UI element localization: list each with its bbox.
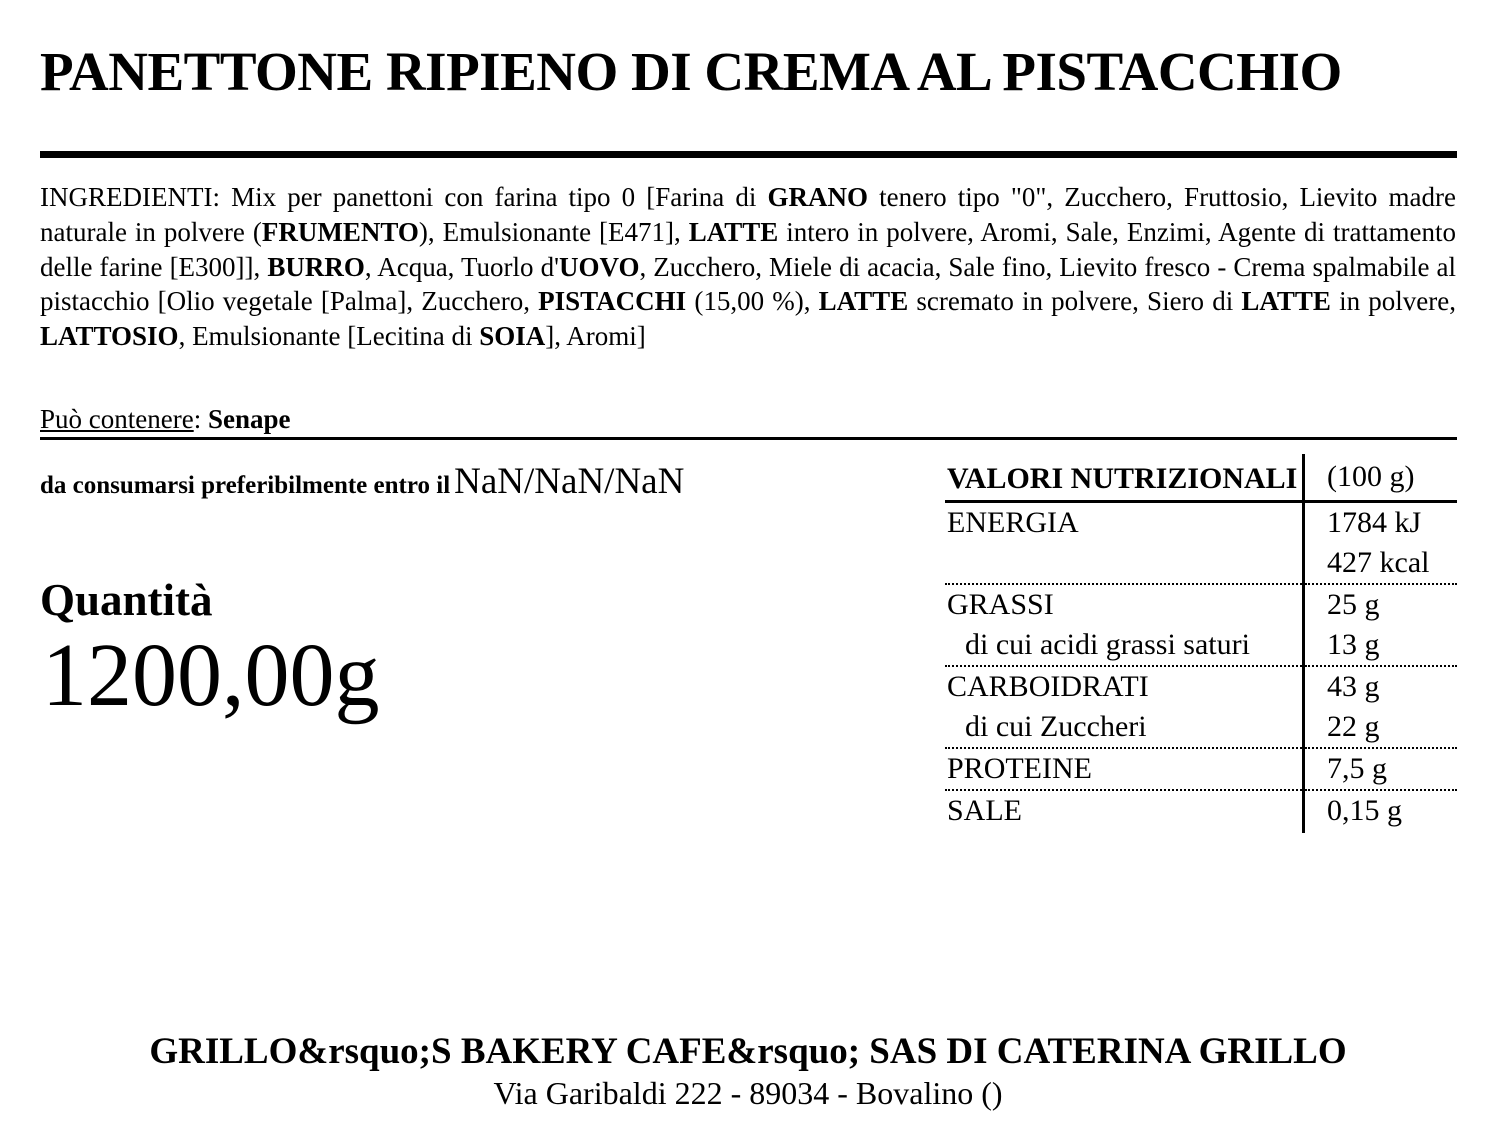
energy-kj: 1784 kJ bbox=[1327, 506, 1422, 539]
nutrition-row-salt bbox=[945, 790, 1457, 833]
allergen-highlight: LATTE bbox=[688, 216, 779, 247]
energy-kcal: 427 kcal bbox=[1327, 546, 1430, 579]
best-before bbox=[40, 460, 684, 503]
ingredients-segment: ], Aromi] bbox=[545, 321, 646, 352]
fat-values bbox=[1304, 584, 1458, 666]
ingredients-segment: , Zucchero, Miele di acacia, Sale fino, Lievito fresco - Crema spalmabile al pistacchio [Olio vegetale [Palma], Zucchero, bbox=[40, 251, 1456, 317]
may-contain-separator: : bbox=[193, 404, 208, 434]
protein-label: PROTEINE bbox=[945, 748, 1304, 790]
ingredients-segment: scremato in polvere, Siero di bbox=[908, 286, 1242, 317]
title-divider bbox=[40, 151, 1457, 158]
company-address: Via Garibaldi 222 - 89034 - Bovalino () bbox=[493, 1075, 1003, 1111]
ingredients-segment: , Emulsionante [Lecitina di bbox=[178, 321, 480, 352]
protein-value: 7,5 g bbox=[1304, 748, 1458, 790]
best-before-date: NaN/NaN/NaN bbox=[454, 461, 685, 502]
fat-label: GRASSI bbox=[947, 588, 1054, 621]
ingredients-segment: intero in polvere, Aromi, Sale, Enzimi, Agente di trattamento delle farine [E300]], bbox=[40, 216, 1456, 282]
allergen-highlight: BURRO bbox=[267, 251, 365, 282]
ingredients-segment: tenero tipo "0", Zucchero, Fruttosio, Lievito madre naturale in polvere ( bbox=[40, 182, 1456, 247]
nutrition-row-protein bbox=[945, 748, 1457, 790]
nutrition-per-unit: (100 g) bbox=[1304, 454, 1458, 502]
salt-label: SALE bbox=[945, 790, 1304, 833]
fat-value: 25 g bbox=[1327, 588, 1380, 621]
ingredients-segment: (15,00 %), bbox=[686, 286, 819, 317]
allergen-highlight: FRUMENTO bbox=[261, 216, 419, 247]
allergen-highlight: LATTE bbox=[1241, 286, 1331, 317]
carbs-labels bbox=[945, 666, 1304, 748]
energy-values bbox=[1304, 502, 1458, 585]
carbs-value: 43 g bbox=[1327, 670, 1380, 703]
may-contain-allergen: Senape bbox=[207, 404, 291, 434]
ingredients-divider bbox=[40, 437, 1457, 440]
nutrition-table bbox=[945, 454, 1457, 833]
energy-label: ENERGIA bbox=[945, 502, 1304, 585]
ingredients-segment: ), Emulsionante [E471], bbox=[418, 216, 689, 247]
allergen-highlight: GRANO bbox=[767, 182, 869, 212]
ingredients-segment: INGREDIENTI: Mix per panettoni con farina tipo 0 [Farina di bbox=[40, 182, 768, 212]
nutrition-row-fat bbox=[945, 584, 1457, 666]
nutrition-row-energy bbox=[945, 502, 1457, 585]
saturated-fat-value: 13 g bbox=[1327, 628, 1380, 661]
sugars-value: 22 g bbox=[1327, 710, 1380, 743]
carbs-values bbox=[1304, 666, 1458, 748]
may-contain-label: Può contenere bbox=[40, 404, 194, 434]
sugars-label: di cui Zuccheri bbox=[965, 710, 1147, 743]
nutrition-header: VALORI NUTRIZIONALI bbox=[945, 454, 1304, 502]
allergen-highlight: UOVO bbox=[558, 251, 640, 282]
saturated-fat-label: di cui acidi grassi saturi bbox=[965, 628, 1250, 661]
salt-value: 0,15 g bbox=[1327, 794, 1402, 827]
quantity-value: 1200,00g bbox=[42, 626, 380, 725]
allergen-highlight: SOIA bbox=[479, 321, 546, 352]
ingredients-segment: in polvere, bbox=[1330, 286, 1456, 317]
may-contain bbox=[40, 403, 291, 435]
best-before-label: da consumarsi preferibilmente entro il bbox=[40, 472, 451, 499]
nutrition-header-row bbox=[945, 454, 1457, 502]
quantity-label: Quantità bbox=[40, 575, 213, 625]
carbs-label: CARBOIDRATI bbox=[947, 670, 1149, 703]
allergen-highlight: LATTOSIO bbox=[40, 321, 179, 352]
ingredients-segment: , Acqua, Tuorlo d' bbox=[364, 251, 559, 282]
nutrition-row-carbs bbox=[945, 666, 1457, 748]
ingredients-text bbox=[40, 180, 1456, 354]
company-name: GRILLO&rsquo;S BAKERY CAFE&rsquo; SAS DI CATERINA GRILLO bbox=[149, 1031, 1347, 1072]
product-title: PANETTONE RIPIENO DI CREMA AL PISTACCHIO bbox=[40, 41, 1342, 102]
fat-labels bbox=[945, 584, 1304, 666]
allergen-highlight: PISTACCHI bbox=[538, 286, 687, 317]
allergen-highlight: LATTE bbox=[818, 286, 909, 317]
